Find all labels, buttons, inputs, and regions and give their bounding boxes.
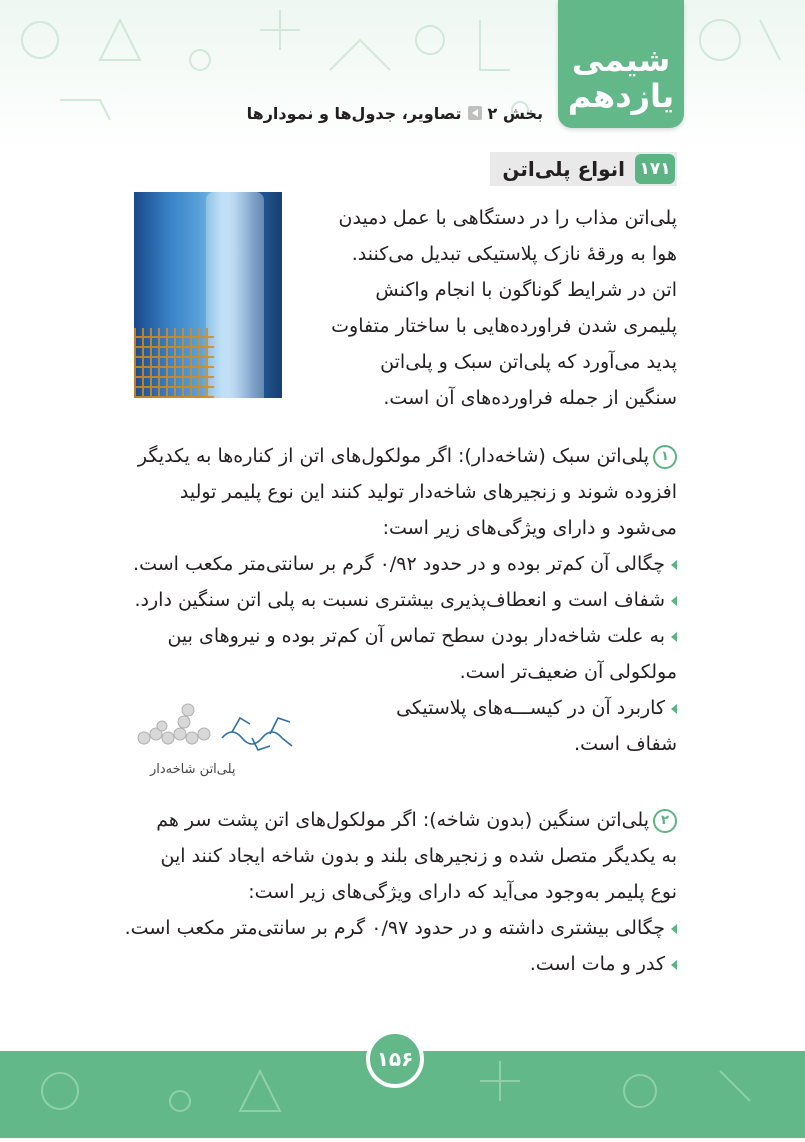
topic-title-text: انواع پلی‌اتن <box>502 157 625 181</box>
section2-paragraph <box>124 802 677 982</box>
intro-line: پدید می‌آورد که پلی‌اتن سبک و پلی‌اتن <box>380 351 677 373</box>
bullet-icon <box>671 596 677 606</box>
diagram-caption: پلی‌اتن شاخه‌دار <box>150 762 236 777</box>
section1-bullet: به علت شاخه‌دار بودن سطح تماس آن کم‌تر بوده و نیروهای بین <box>167 625 665 647</box>
bullet-icon <box>671 560 677 570</box>
subject-line1: شیمی <box>571 41 671 79</box>
polyethylene-film-photo <box>134 192 282 398</box>
bullet-icon <box>671 704 677 714</box>
topic-title <box>490 152 677 186</box>
subject-tab <box>558 0 684 128</box>
branched-polyethylene-diagram <box>132 698 302 762</box>
section-label: بخش ۲ <box>487 103 543 123</box>
intro-paragraph <box>287 200 677 416</box>
section1-line: می‌شود و دارای ویژگی‌های زیر است: <box>382 517 677 539</box>
section1-bullet-cont: مولکولی آن ضعیف‌تر است. <box>459 661 677 683</box>
intro-line: پلیمری شدن فراورده‌هایی با ساختار متفاوت <box>331 315 677 337</box>
section2-bullet: چگالی بیشتری داشته و در حدود ۰/۹۷ گرم بر سانتی‌متر مکعب است. <box>124 917 665 939</box>
section1-bullet-cont: شفاف است. <box>574 733 677 755</box>
breadcrumb <box>247 98 543 128</box>
section2-line: به یکدیگر متصل شده و زنجیرهای بلند و بدون شاخه ایجاد کنند این <box>160 845 677 867</box>
intro-line: پلی‌اتن مذاب را در دستگاهی با عمل دمیدن <box>338 207 677 229</box>
intro-line: هوا به ورقۀ نازک پلاستیکی تبدیل می‌کنند. <box>351 243 677 265</box>
bullet-icon <box>671 960 677 970</box>
section1-bullet: کاربرد آن در کیســـه‌های پلاستیکی <box>396 697 665 719</box>
film-bubble <box>206 192 264 398</box>
section1-line: پلی‌اتن سبک (شاخه‌دار): اگر مولکول‌های اتن از کناره‌ها به یکدیگر <box>137 445 649 467</box>
section1-bullet: شفاف است و انعطاف‌پذیری بیشتری نسبت به پلی اتن سنگین دارد. <box>134 589 665 611</box>
section2-line: پلی‌اتن سنگین (بدون شاخه): اگر مولکول‌های اتن پشت سر هم <box>156 809 649 831</box>
subject-line2: یازدهم <box>567 77 675 115</box>
section2-line: نوع پلیمر به‌وجود می‌آید که دارای ویژگی‌های زیر است: <box>248 881 677 903</box>
railing <box>134 328 214 398</box>
section2-marker: ۲ <box>653 809 677 833</box>
intro-line: سنگین از جمله فراورده‌های آن است. <box>383 387 677 409</box>
section1-marker: ۱ <box>653 445 677 469</box>
section-title: تصاویر، جدول‌ها و نمودارها <box>246 103 462 123</box>
chevron-left-icon <box>468 106 482 120</box>
bullet-icon <box>671 632 677 642</box>
section2-bullet: کدر و مات است. <box>529 953 665 975</box>
section1-bullet: چگالی آن کم‌تر بوده و در حدود ۰/۹۲ گرم بر سانتی‌متر مکعب است. <box>133 553 665 575</box>
bullet-icon <box>671 924 677 934</box>
topic-number: ۱۷۱ <box>635 154 675 184</box>
intro-line: اتن در شرایط گوناگون با انجام واکنش <box>375 279 677 301</box>
section1-line: افزوده شوند و زنجیرهای شاخه‌دار تولید کنند این نوع پلیمر تولید <box>179 481 677 503</box>
page-number: ۱۵۶ <box>366 1030 424 1088</box>
